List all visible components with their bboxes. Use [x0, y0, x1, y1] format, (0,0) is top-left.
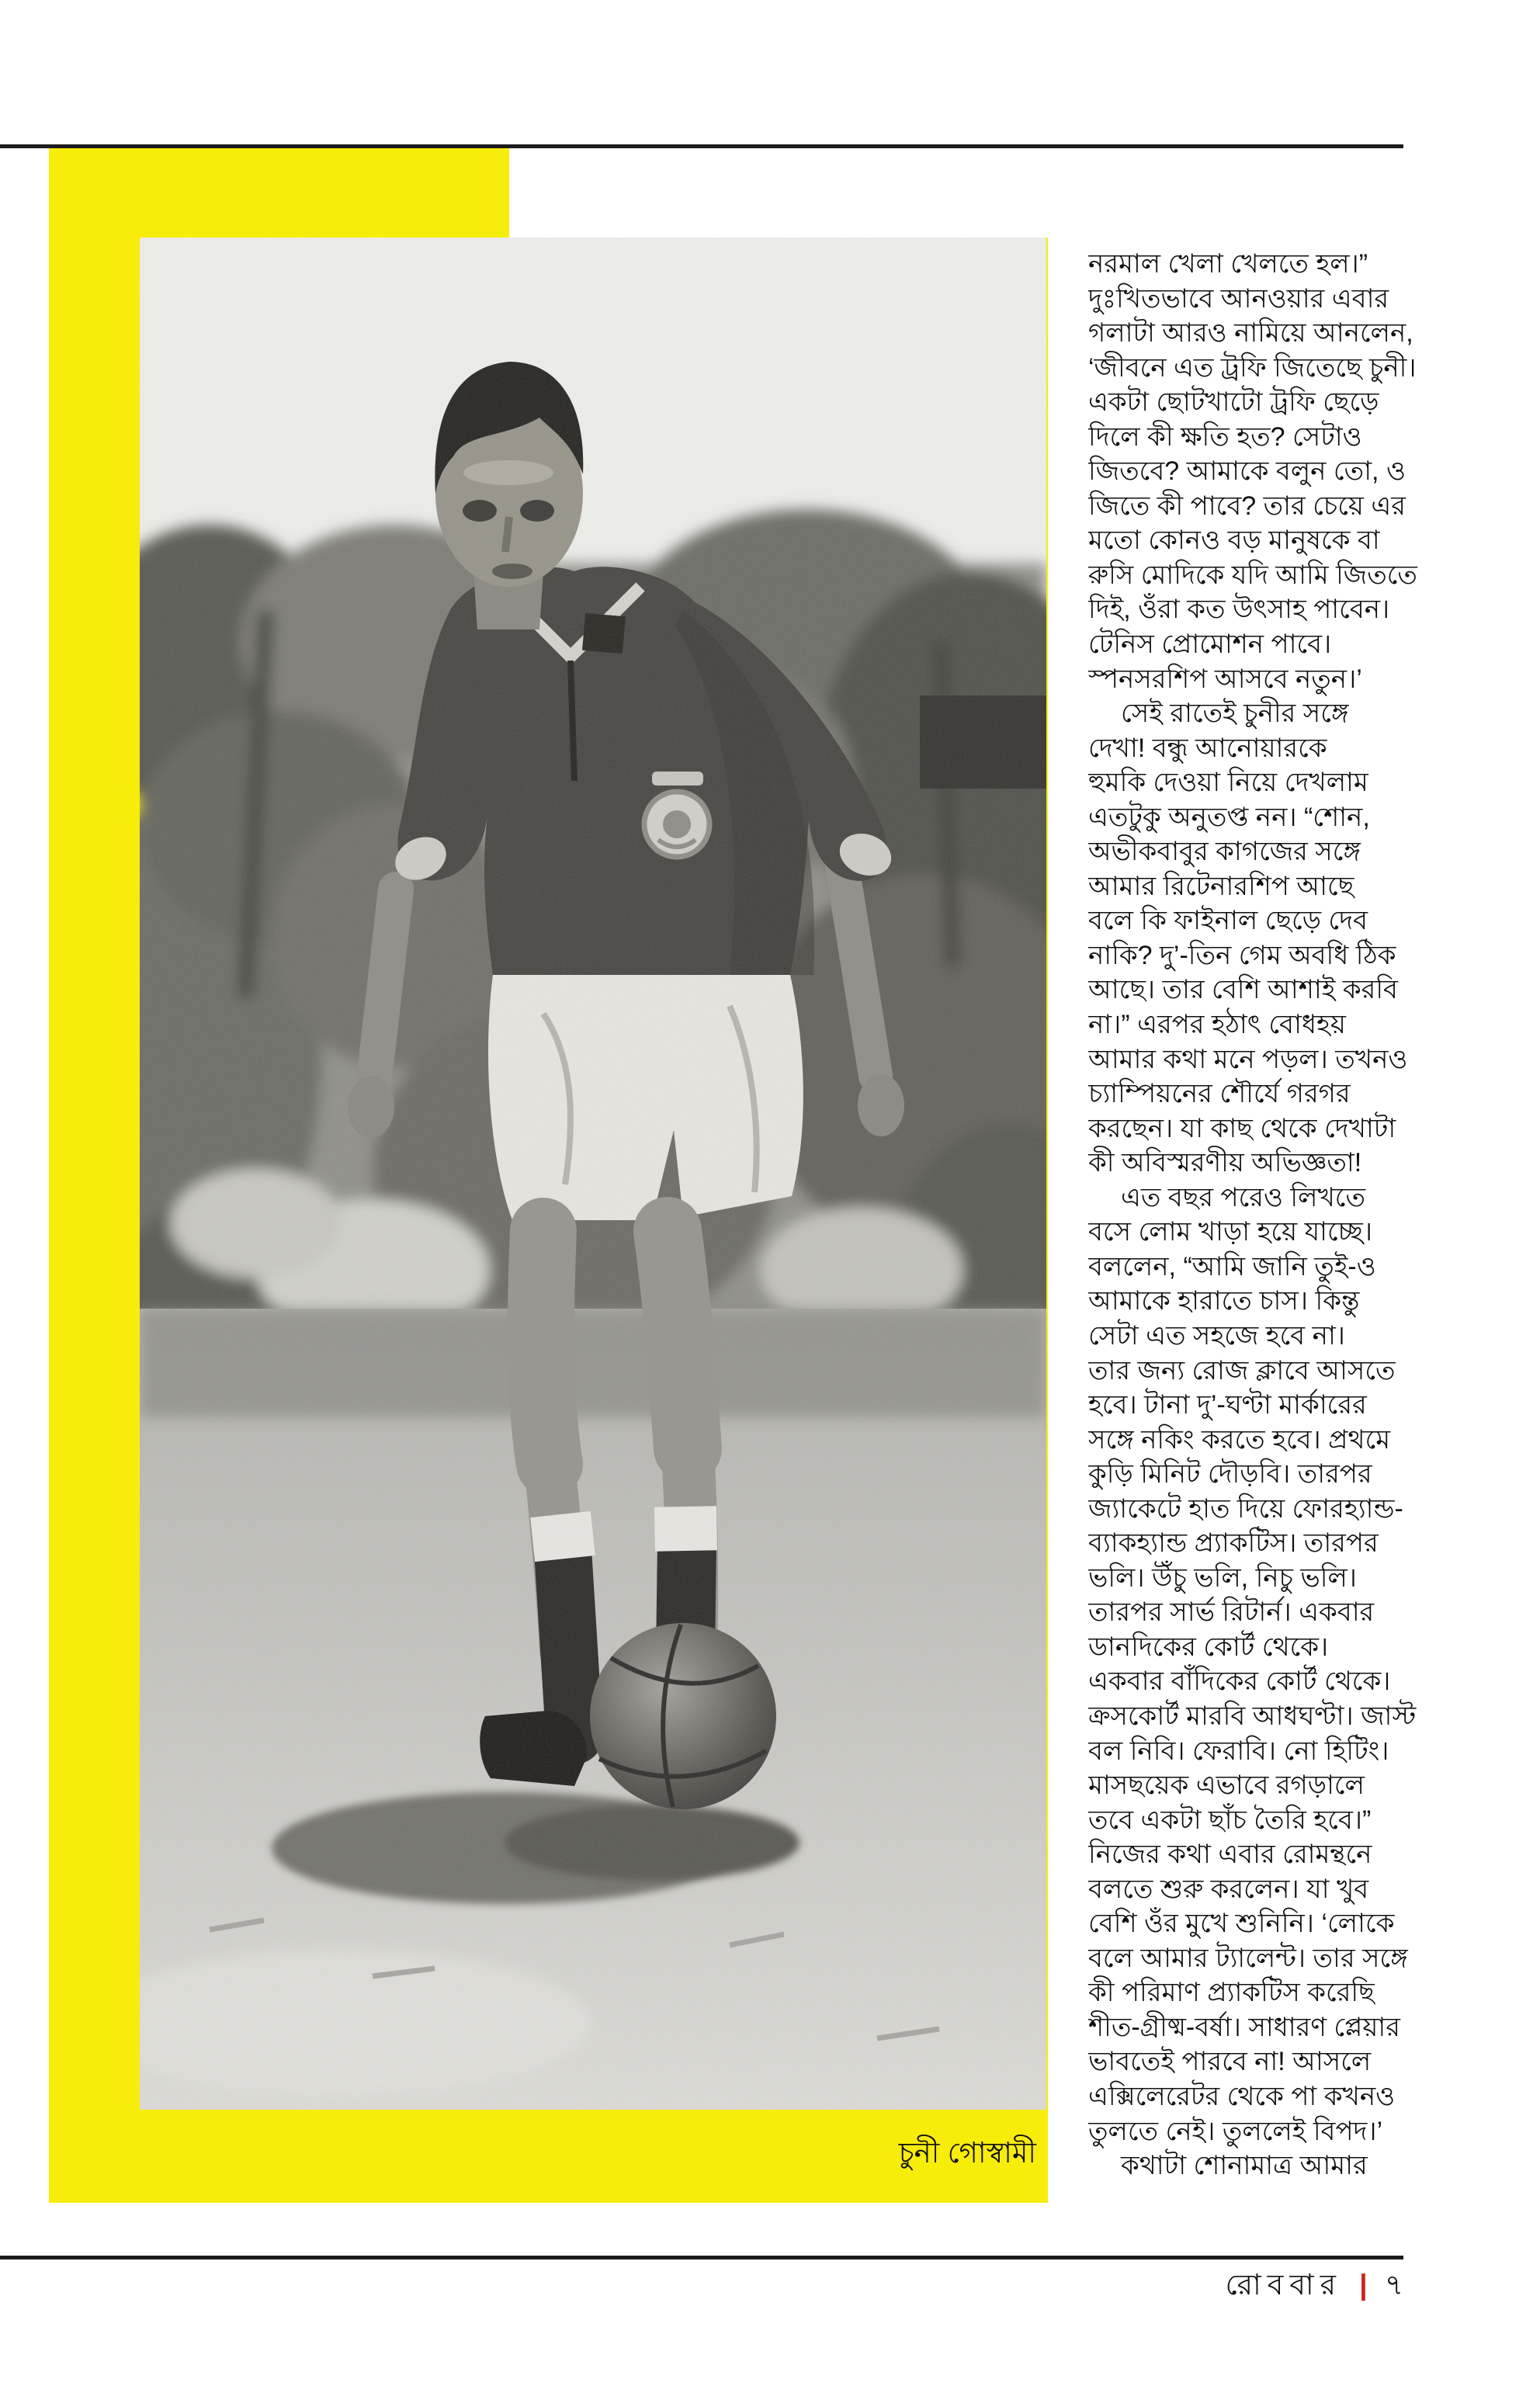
article-line: এত বছর পরেও লিখতে: [1121, 1182, 1365, 1212]
photo-chuni-goswami: [140, 238, 1046, 2110]
article-line: বেশি ওঁর মুখে শুনিনি। ‘লোকে: [1088, 1909, 1395, 1939]
article-line: তার জন্য রোজ ক্লাবে আসতে: [1088, 1355, 1396, 1386]
article-line: একটা ছোটখাটো ট্রফি ছেড়ে: [1088, 387, 1379, 418]
article-line: বললেন, “আমি জানি তুই-ও: [1088, 1251, 1376, 1281]
article-line: একবার বাঁদিকের কোর্ট থেকে।: [1088, 1666, 1391, 1697]
article-line: গলাটা আরও নামিয়ে আনলেন,: [1088, 318, 1413, 349]
article-line: তবে একটা ছাঁচ তৈরি হবে।”: [1088, 1805, 1372, 1835]
article-line: দিলে কী ক্ষতি হত? সেটাও: [1088, 421, 1362, 452]
article-line: নরমাল খেলা খেলতে হল।”: [1088, 249, 1368, 279]
article-line: আমার কথা মনে পড়ল। তখনও: [1088, 1044, 1408, 1074]
photo-illustration: [140, 238, 1046, 2110]
magazine-name: রোববার: [1225, 2269, 1343, 2301]
page-footer: [0, 2268, 1403, 2302]
article-line: ভাবতেই পারবে না! আসলে: [1088, 2047, 1372, 2077]
article-line: রুসি মোদিকে যদি আমি জিততে: [1088, 560, 1417, 590]
article-line: ডানদিকের কোর্ট থেকে।: [1088, 1632, 1329, 1662]
article-line: ব্যাকহ্যান্ড প্র্যাকটিস। তারপর: [1088, 1528, 1379, 1559]
article-line: হবে। টানা দু’-ঘণ্টা মার্কারের: [1088, 1390, 1367, 1420]
article-line: নাকি? দু’-তিন গেম অবধি ঠিক: [1088, 940, 1396, 970]
article-line: বসে লোম খাড়া হয়ে যাচ্ছে।: [1088, 1217, 1373, 1247]
article-line: ক্রসকোর্ট মারবি আধঘণ্টা। জাস্ট: [1088, 1701, 1417, 1731]
article-line: হুমকি দেওয়া নিয়ে দেখলাম: [1088, 768, 1368, 798]
article-line: কথাটা শোনামাত্র আমার: [1121, 2151, 1368, 2181]
article-line: বলে কি ফাইনাল ছেড়ে দেব: [1088, 906, 1368, 936]
article-line: তারপর সার্ভ রিটার্ন। একবার: [1088, 1597, 1375, 1628]
article-line: সেটা এত সহজে হবে না।: [1088, 1320, 1345, 1351]
article-line: এক্সিলেরেটর থেকে পা কখনও: [1088, 2081, 1396, 2111]
article-line: তুলতে নেই। তুললেই বিপদ।’: [1088, 2116, 1383, 2146]
article-line: কী পরিমাণ প্র্যাকটিস করেছি: [1088, 1978, 1375, 2008]
article-line: আমার রিটেনারশিপ আছে: [1088, 871, 1354, 901]
yellow-top-band: [49, 148, 509, 238]
article-line: নিজের কথা এবার রোমন্থনে: [1088, 1840, 1372, 1870]
page-number: ৭: [1384, 2269, 1403, 2301]
article-line: মাসছয়েক এভাবে রগড়ালে: [1088, 1770, 1365, 1801]
article-line: স্পনসরশিপ আসবে নতুন।’: [1088, 664, 1362, 694]
article-line: ভলি। উঁচু ভলি, নিচু ভলি।: [1088, 1562, 1357, 1593]
article-line: জিতবে? আমাকে বলুন তো, ও: [1088, 456, 1406, 487]
article-line: সঙ্গে নকিং করতে হবে। প্রথমে: [1088, 1424, 1391, 1455]
article-line: আছে। তার বেশি আশাই করবি: [1088, 975, 1398, 1005]
article-line: বলতে শুরু করলেন। যা খুব: [1088, 1874, 1369, 1904]
article-line: সেই রাতেই চুনীর সঙ্গে: [1121, 699, 1349, 729]
article-line: অভীকবাবুর কাগজের সঙ্গে: [1088, 837, 1361, 867]
article-line: আমাকে হারাতে চাস। কিন্তু: [1088, 1286, 1360, 1316]
article-line: জ্যাকেটে হাত দিয়ে ফোরহ্যান্ড-: [1088, 1493, 1403, 1524]
article-line: মতো কোনও বড় মানুষকে বা: [1088, 525, 1380, 556]
bottom-rule: [0, 2256, 1403, 2259]
article-line: বল নিবি। ফেরাবি। নো হিটিং।: [1088, 1736, 1389, 1766]
article-line: করছেন। যা কাছ থেকে দেখাটা: [1088, 1113, 1396, 1143]
article-line: শীত-গ্রীষ্ম-বর্ষা। সাধারণ প্লেয়ার: [1088, 2012, 1400, 2042]
article-column: [1088, 247, 1436, 2187]
article-line: দুঃখিতভাবে আনওয়ার এবার: [1088, 283, 1389, 314]
article-line: কুড়ি মিনিট দৌড়বি। তারপর: [1088, 1459, 1372, 1490]
article-line: দেখা! বন্ধু আনোয়ারকে: [1088, 733, 1327, 763]
photo-caption: চুনী গোস্বামী: [898, 2137, 1036, 2169]
article-line: বলে আমার ট্যালেন্ট। তার সঙ্গে: [1088, 1943, 1408, 1973]
article-line: না।” এরপর হঠাৎ বোধহয়: [1088, 1010, 1346, 1040]
article-line: এতটুকু অনুতপ্ত নন। “শোন,: [1088, 802, 1370, 832]
article-line: কী অবিস্মরণীয় অভিজ্ঞতা!: [1088, 1148, 1362, 1178]
article-line: চ্যাম্পিয়নের শৌর্যে গরগর: [1088, 1079, 1351, 1109]
article-line: জিতে কী পাবে? তার চেয়ে এর: [1088, 491, 1406, 521]
photo-grain-overlay: [140, 238, 1046, 2110]
article-line: ‘জীবনে এত ট্রফি জিতেছে চুনী।: [1088, 352, 1417, 383]
article-line: দিই, ওঁরা কত উৎসাহ পাবেন।: [1088, 595, 1390, 625]
footer-separator: |: [1359, 2269, 1368, 2301]
article-line: টেনিস প্রোমোশন পাবে।: [1088, 629, 1332, 660]
